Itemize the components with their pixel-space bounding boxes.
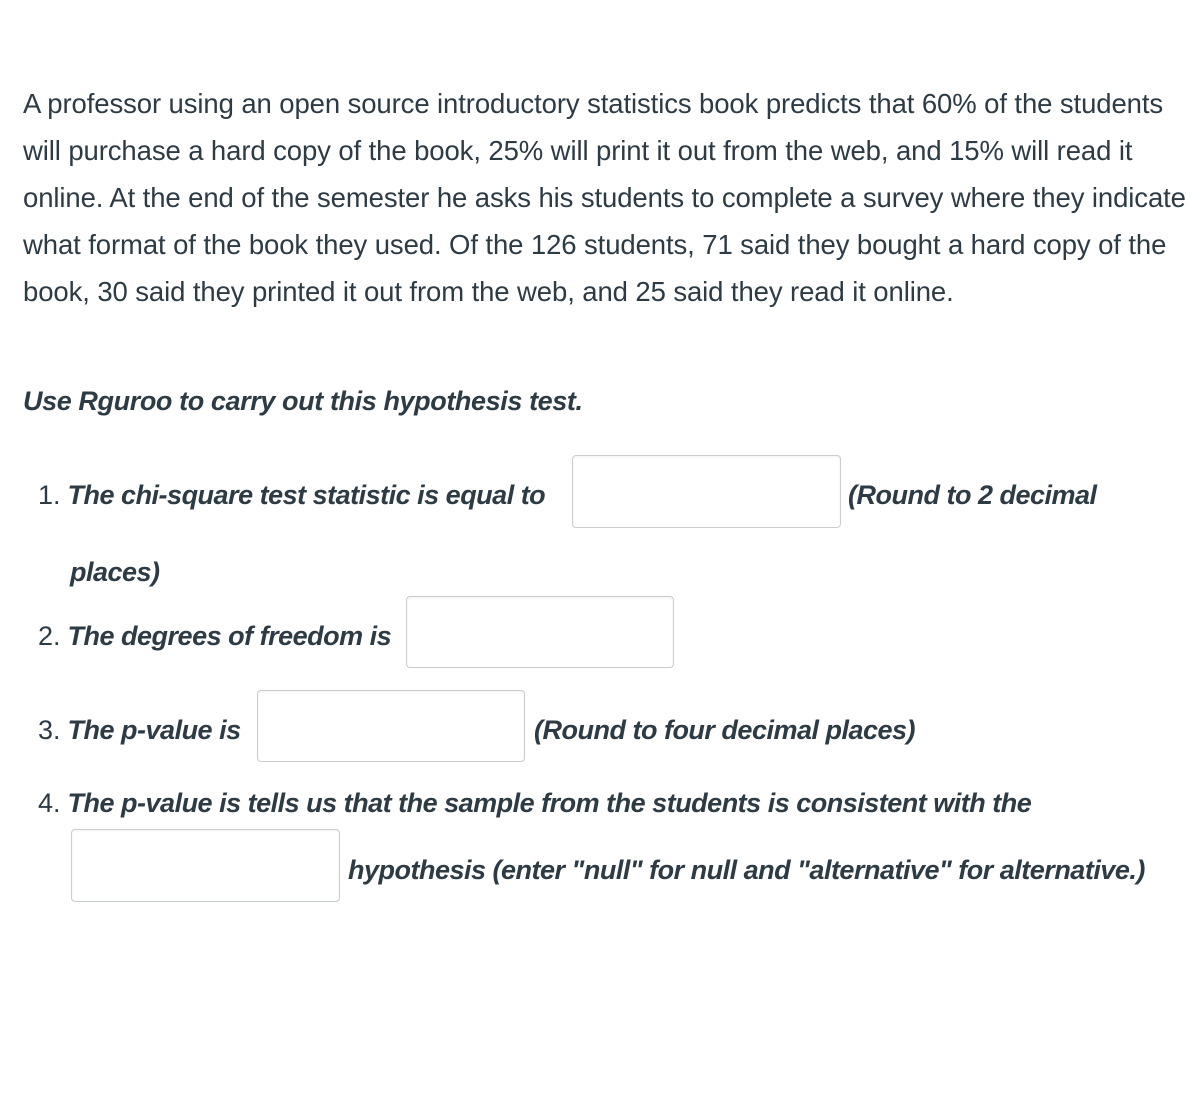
problem-text: A professor using an open source introductory statistics book predicts that 60% of the students will purchase a hard copy of the book, 25% will print it out from the web, and 15% will read it online. At the end of the semester he asks his students to complete a survey where they indicate what format of the book they used. Of the 126 students, 71 said they bought a hard copy of the book, 30 said they printed it out from the web, and 25 said they read it online. (23, 88, 1186, 307)
question-3-prompt (38, 715, 241, 746)
question-2-text: The degrees of freedom is (67, 621, 392, 651)
instruction-text: Use Rguroo to carry out this hypothesis test. (23, 386, 583, 416)
question-4-prompt (38, 788, 1031, 819)
chi-square-answer-input[interactable] (572, 455, 841, 528)
question-1-round-note-continued: places) (70, 557, 160, 587)
question-1-text: The chi-square test statistic is equal to (67, 480, 546, 510)
question-4-text: The p-value is tells us that the sample from the students is consistent with the (67, 788, 1032, 818)
question-3-round-note: (Round to four decimal places) (534, 715, 916, 745)
question-4-number: 4. (38, 788, 61, 818)
question-2-prompt (38, 621, 391, 652)
question-1-round-note: (Round to 2 decimal (848, 480, 1097, 510)
question-3-text: The p-value is (67, 715, 241, 745)
hypothesis-answer-input[interactable] (71, 829, 340, 902)
question-1-number: 1. (38, 480, 61, 510)
degrees-of-freedom-input[interactable] (406, 596, 674, 668)
question-1-prompt (38, 480, 545, 511)
question-2-number: 2. (38, 621, 61, 651)
question-4-hypothesis-note: hypothesis (enter "null" for null and "alternative" for alternative.) (348, 855, 1145, 885)
question-3-number: 3. (38, 715, 61, 745)
p-value-input[interactable] (257, 690, 525, 762)
